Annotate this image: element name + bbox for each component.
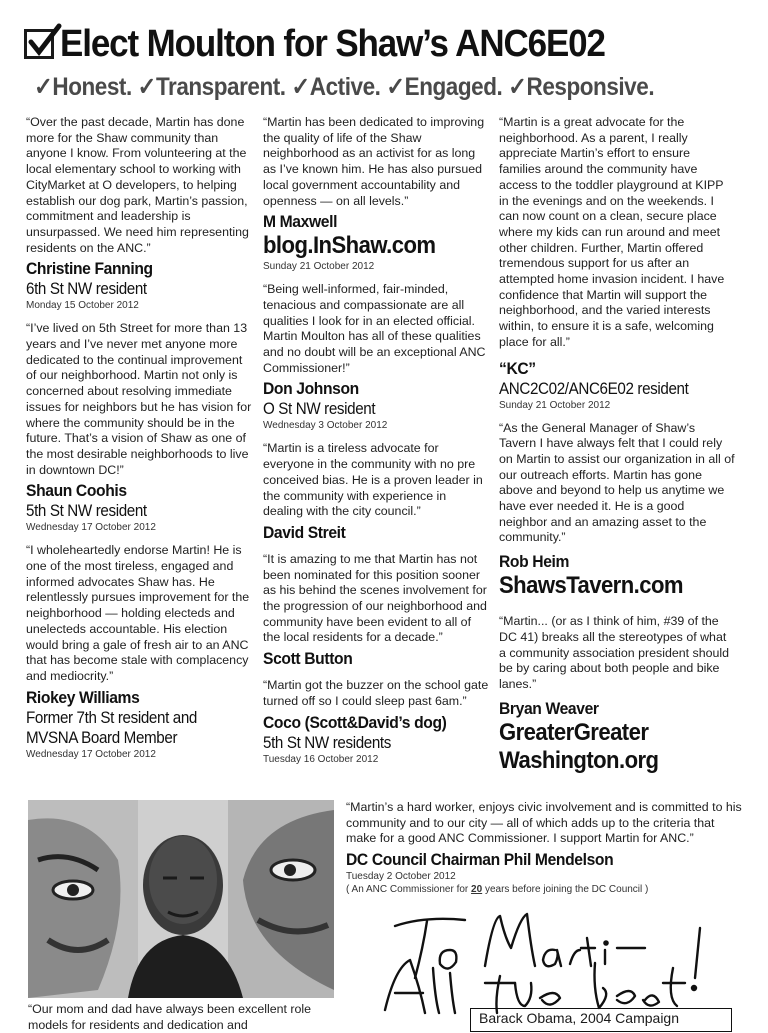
testimonial-quote: “Martin is a tireless advocate for everyone in the community with no pre conceived bias. He is a proven leader in the community with experience in dealing with the city council.” — [263, 441, 483, 519]
testimonial-website: Washington.org — [499, 746, 659, 774]
testimonial-affiliation: O St NW resident — [263, 400, 376, 419]
testimonial — [26, 321, 254, 534]
testimonial — [263, 678, 489, 765]
candidate-photo-illustration — [28, 800, 334, 998]
testimonial-quote: “I wholeheartedly endorse Martin! He is one of the most tireless, engaged and informed advocates Shaw has. He relentlessly pursues improvement for the neighborhood — holding electeds and unelecteds accountable. His election would bring a gale of fresh air to an ANC that has become stale with complacency and mediocrity.” — [26, 543, 250, 683]
testimonial-affiliation: Former 7th St resident and — [26, 708, 198, 727]
testimonial-quote: “Martin got the buzzer on the school gate turned off so I could sleep past 6am.” — [263, 678, 489, 708]
testimonial — [26, 115, 254, 312]
testimonial-author: Don Johnson — [263, 379, 359, 399]
bottom-testimonial-quote: “Our mom and dad have always been excellent role models for residents and dedication and — [28, 1002, 312, 1032]
page-title: Elect Moulton for Shaw’s ANC6E02 — [60, 22, 605, 65]
testimonial-affiliation: 6th St NW resident — [26, 280, 147, 299]
testimonial-date: Tuesday 16 October 2012 — [263, 753, 379, 765]
testimonial-author: Scott Button — [263, 649, 353, 669]
testimonial-quote: “As the General Manager of Shaw’s Tavern I have always felt that I could rely on Martin to assist our organization in all of our outreach efforts. Martin has gone above and beyond to help us anytime we have ever needed it. He is a good neighbor and an amazing asset to the community.” — [499, 420, 735, 545]
testimonial-author: Bryan Weaver — [499, 698, 599, 718]
testimonial-author: M Maxwell — [263, 212, 338, 232]
testimonial-date: Monday 15 October 2012 — [26, 300, 139, 312]
testimonial-website: blog.InShaw.com — [263, 232, 436, 260]
header — [24, 22, 652, 66]
chairman-note-years: 20 — [471, 884, 483, 896]
testimonial-quote: “I’ve lived on 5th Street for more than 13 years and I’ve never met anyone more dedicated to the continual improvement of our neighborhood. Martin not only is concerned about resolving immediate issues for neighbors but he has vision for where the community should be in the future. That’s a vision of Shaw as one of the most desirable neighborhoods to live in downtown DC!” — [26, 321, 252, 477]
testimonial-column-3 — [499, 115, 735, 775]
chairman-note-text: ( An ANC Commissioner for — [346, 884, 472, 896]
testimonial-quote: “Martin is a great advocate for the neighborhood. As a parent, I really appreciate Martin’s effort to ensure families around the community have access to the toddler playground at KIPP in the evenings and on the weekends. I can now count on a clean, secure place where my kids can run around and meet other children. Further, Martin offered tremendous support for us after an attempted home invasion incident. I have confidence that Martin will support the neighborhood, and the varied interests within, to ensure it is a safe, welcoming place for all.” — [499, 115, 725, 349]
testimonial-quote: “It is amazing to me that Martin has not been nominated for this position sooner as his behind the scenes involvement for the progression of our neighborhood and community have been evident to all of the local residents for a decade.” — [263, 551, 487, 645]
photo-caption: Barack Obama, 2004 Campaign — [470, 1008, 732, 1032]
testimonial-affiliation: 5th St NW residents — [263, 733, 391, 752]
chairman-quote: “Martin’s a hard worker, enjoys civic involvement and is committed to his community and to our city — all of which adds up to the criteria that make for a good ANC Commissioner. I support Martin for ANC.” — [346, 800, 742, 846]
testimonial-website: ShawsTavern.com — [499, 572, 683, 600]
testimonial — [499, 115, 735, 412]
testimonial — [499, 614, 735, 775]
testimonial-affiliation: ANC2C02/ANC6E02 resident — [499, 379, 689, 398]
tagline: ✓Honest. ✓Transparent. ✓Active. ✓Engaged. ✓Responsive. — [34, 73, 655, 101]
chairman-date: Tuesday 2 October 2012 — [346, 871, 456, 883]
testimonial-date: Sunday 21 October 2012 — [263, 261, 375, 273]
testimonial — [26, 543, 254, 760]
testimonial-date: Wednesday 3 October 2012 — [263, 420, 388, 432]
obama-signature — [355, 888, 745, 1023]
testimonial-date: Sunday 21 October 2012 — [499, 399, 611, 411]
testimonial-author: Shaun Coohis — [26, 481, 127, 501]
testimonial-author: David Streit — [263, 522, 346, 542]
testimonial-author: Coco (Scott&David’s dog) — [263, 712, 447, 732]
testimonial-author: Christine Fanning — [26, 259, 153, 279]
testimonial-quote: “Martin has been dedicated to improving the quality of life of the Shaw neighborhood as an activist for as long as I’ve known him. He has also pursued local government accountability and openness — on all levels.” — [263, 115, 485, 208]
testimonial-date: Wednesday 17 October 2012 — [26, 522, 156, 534]
testimonial — [263, 282, 489, 432]
testimonial-website: GreaterGreater — [499, 718, 649, 746]
testimonial-quote: “Over the past decade, Martin has done more for the Shaw community than anyone I know. From volunteering at the local elementary school to working with CityMarket at O developers, to helping establish our dog park, Martin’s passion, commitment and leadership is unsurpassed. We need him representing residents on the ANC.” — [26, 115, 249, 255]
signature-scribble — [355, 888, 745, 1018]
testimonial-quote: “Martin... (or as I think of him, #39 of the DC 41) breaks all the stereotypes of what a community association president should be by caring about both people and bike lanes.” — [499, 614, 730, 691]
testimonial-author: Riokey Williams — [26, 687, 140, 707]
testimonial — [263, 115, 489, 273]
testimonial-column-2 — [263, 115, 489, 775]
testimonial-author: “KC” — [499, 358, 536, 378]
chairman-name: DC Council Chairman Phil Mendelson — [346, 850, 614, 870]
testimonial-date: Wednesday 17 October 2012 — [26, 748, 156, 760]
chairman-note-text: years before joining the DC Council ) — [482, 884, 649, 896]
testimonial — [263, 441, 489, 543]
testimonial-quote: “Being well-informed, fair-minded, tenacious and compassionate are all qualities I look for in an elected official. Martin Moulton has all of these qualities and no doubt will be an exceptional ANC Commissioner!” — [263, 282, 486, 375]
testimonial — [499, 421, 735, 601]
candidate-photo — [28, 800, 334, 998]
testimonial-affiliation: MVSNA Board Member — [26, 728, 178, 747]
testimonial-column-1 — [26, 115, 254, 770]
testimonial-author: Rob Heim — [499, 552, 570, 572]
testimonial — [263, 552, 489, 669]
testimonial-affiliation: 5th St NW resident — [26, 502, 147, 521]
checkbox-icon — [24, 29, 54, 59]
